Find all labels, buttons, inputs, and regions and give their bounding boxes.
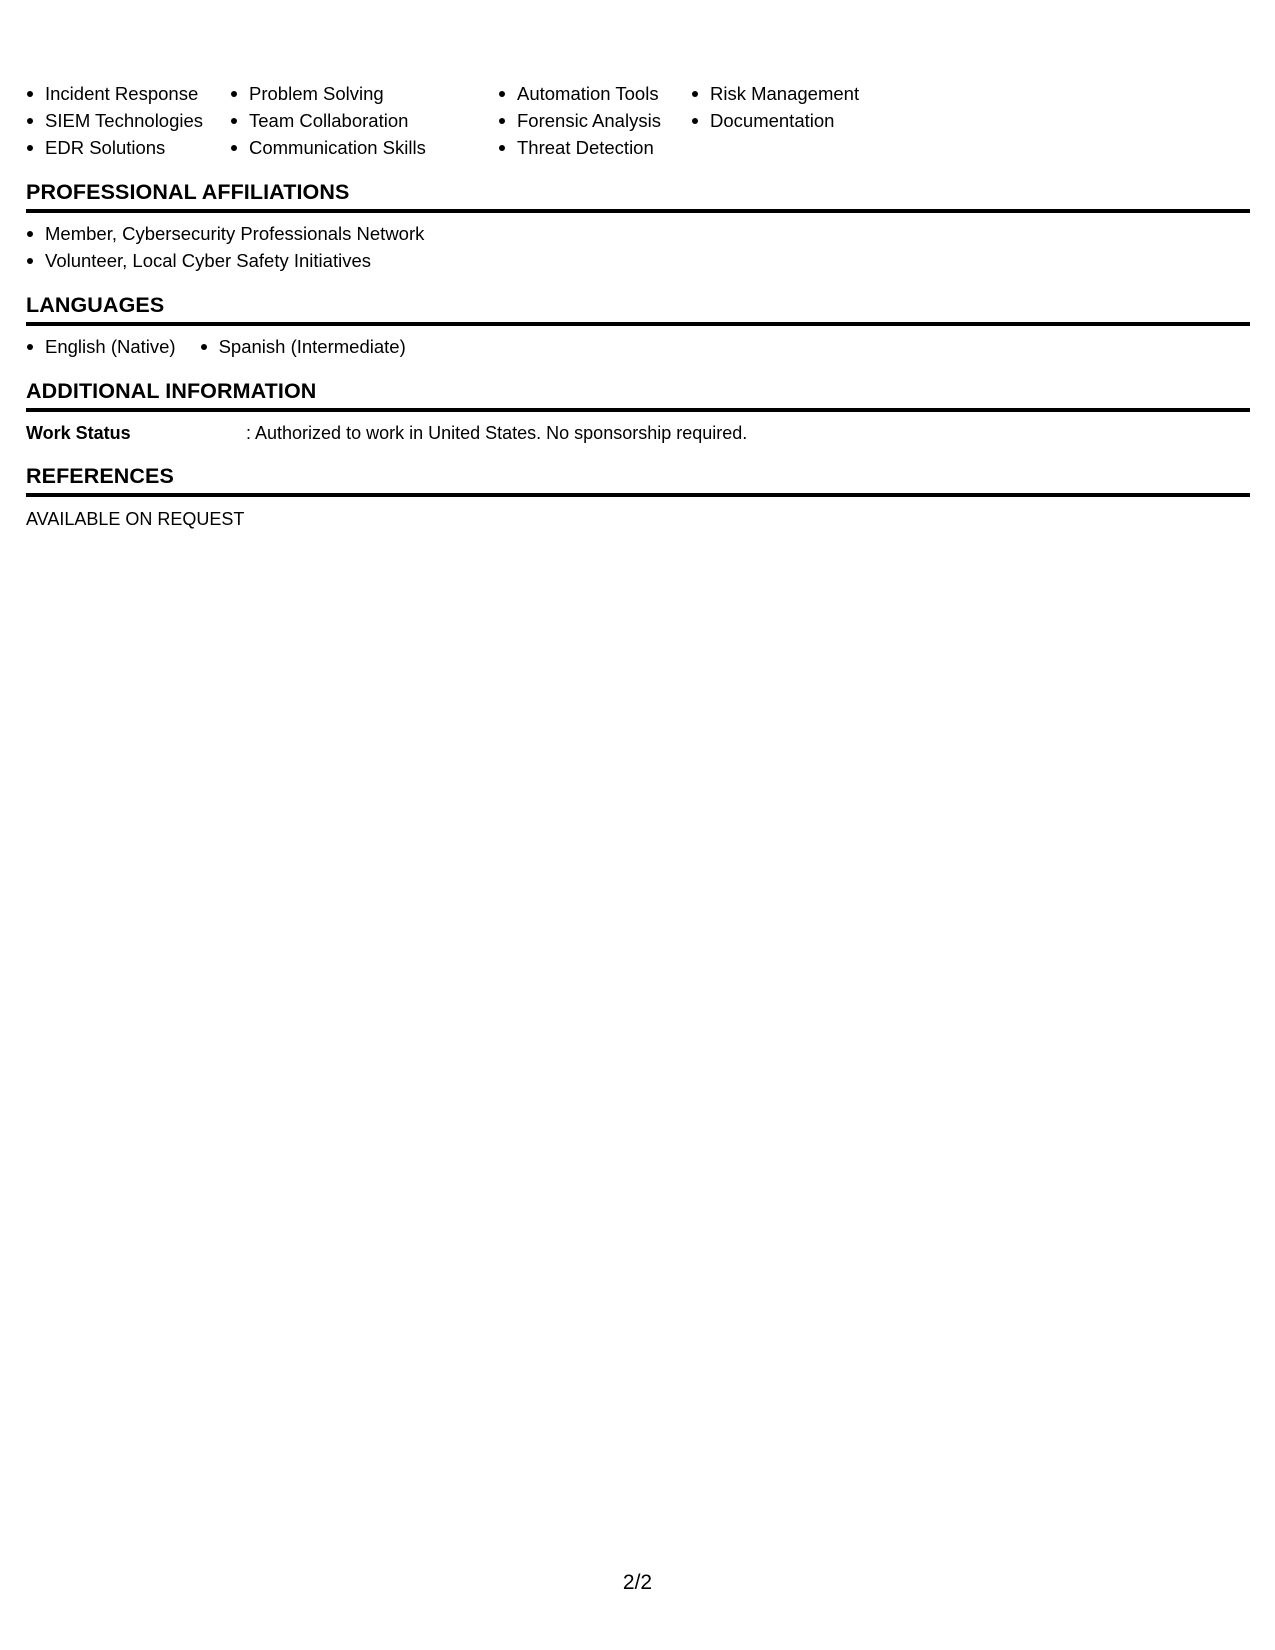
skill-item: Forensic Analysis — [498, 107, 691, 134]
affiliations-list — [26, 220, 1250, 274]
skill-item: Communication Skills — [230, 134, 498, 161]
page-number: 2/2 — [622, 1571, 653, 1594]
skill-item: SIEM Technologies — [26, 107, 230, 134]
references-section — [26, 463, 1250, 531]
skills-column-1 — [26, 80, 230, 161]
skills-column-2 — [230, 80, 498, 161]
work-status-value: : Authorized to work in United States. No sponsorship required. — [246, 423, 748, 443]
work-status-row — [26, 419, 1250, 445]
section-heading: LANGUAGES — [26, 292, 1250, 326]
skill-item: Problem Solving — [230, 80, 498, 107]
affiliation-item: Member, Cybersecurity Professionals Network — [26, 220, 1250, 247]
section-heading: ADDITIONAL INFORMATION — [26, 378, 1250, 412]
section-heading: PROFESSIONAL AFFILIATIONS — [26, 179, 1250, 213]
affiliation-item: Volunteer, Local Cyber Safety Initiatives — [26, 247, 1250, 274]
language-item: Spanish (Intermediate) — [200, 333, 406, 360]
language-item: English (Native) — [26, 333, 176, 360]
skills-column-3 — [498, 80, 691, 161]
skills-column-4 — [691, 80, 911, 161]
skill-item: Risk Management — [691, 80, 911, 107]
skills-grid — [26, 80, 1250, 161]
section-heading: REFERENCES — [26, 463, 1250, 497]
references-text: AVAILABLE ON REQUEST — [26, 509, 245, 529]
affiliations-section — [26, 179, 1250, 274]
languages-list — [26, 333, 1250, 360]
skill-item: Incident Response — [26, 80, 230, 107]
skill-item: Documentation — [691, 107, 911, 134]
skill-item: Threat Detection — [498, 134, 691, 161]
additional-info-section — [26, 378, 1250, 445]
skill-item: Team Collaboration — [230, 107, 498, 134]
resume-page — [26, 80, 1250, 531]
work-status-label: Work Status — [26, 423, 131, 443]
skill-item: EDR Solutions — [26, 134, 230, 161]
skill-item: Automation Tools — [498, 80, 691, 107]
languages-section — [26, 292, 1250, 360]
